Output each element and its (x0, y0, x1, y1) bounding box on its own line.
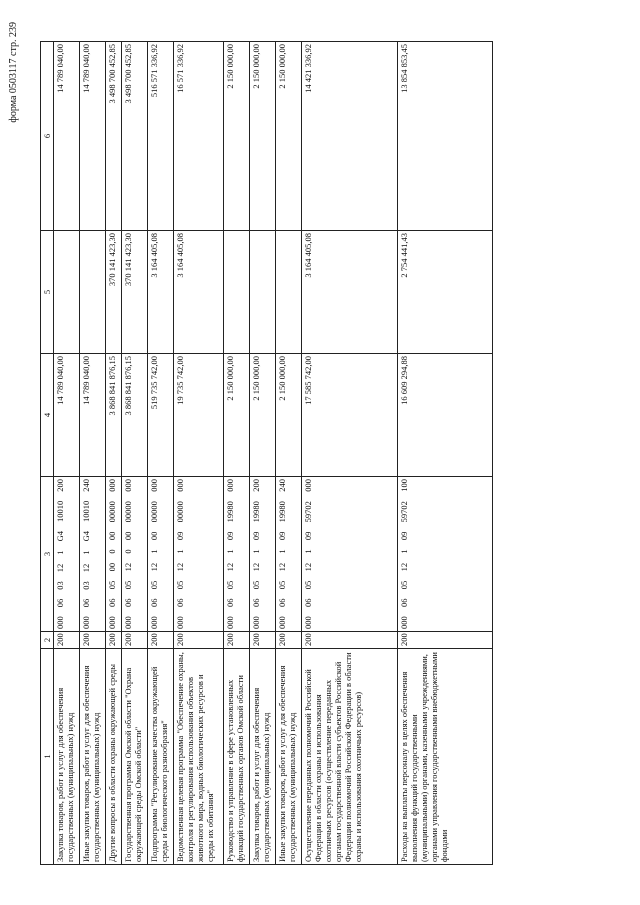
unexecuted-amount: 2 150 000,00 (224, 42, 250, 231)
approved-amount: 3 868 841 876,15 (106, 354, 122, 477)
line-code: 200 (122, 632, 148, 649)
col-header-3: 3 (41, 477, 54, 632)
row-name: Подпрограмма "Регулирование качества окружающей среды и биологического разнообразия" (148, 649, 174, 865)
executed-amount (276, 231, 302, 354)
col-header-1: 1 (41, 649, 54, 865)
approved-amount: 519 735 742,00 (148, 354, 174, 477)
table-row (398, 42, 493, 865)
unexecuted-amount: 3 498 700 452,85 (106, 42, 122, 231)
executed-amount: 2 754 441,43 (398, 231, 493, 354)
approved-amount: 2 150 000,00 (224, 354, 250, 477)
line-code: 200 (80, 632, 106, 649)
unexecuted-amount: 13 854 853,45 (398, 42, 493, 231)
approved-amount: 14 789 040,00 (54, 354, 80, 477)
table-row (302, 42, 398, 865)
line-code: 200 (106, 632, 122, 649)
line-code: 200 (148, 632, 174, 649)
table-row (250, 42, 276, 865)
table-row (54, 42, 80, 865)
unexecuted-amount: 14 789 040,00 (54, 42, 80, 231)
budget-code: 000 06 05 12 1 09 19980 200 (250, 477, 276, 632)
line-code: 200 (398, 632, 493, 649)
row-name: Закупка товаров, работ и услуг для обеспечения государственных (муниципальных) нужд (54, 649, 80, 865)
unexecuted-amount: 3 498 700 452,85 (122, 42, 148, 231)
row-name: Другие вопросы в области охраны окружающей среды (106, 649, 122, 865)
row-name: Государственная программа Омской области "Охрана окружающей среды Омской области" (122, 649, 148, 865)
col-header-2: 2 (41, 632, 54, 649)
row-name: Осуществление переданных полномочий Российской Федерации в области охраны и использования охотничьих ресурсов (осуществление переданных органам государственной власти субъектов Российской Федерации полномочий Российской Федерации в области охраны и использования охотничьих ресурсов) (302, 649, 398, 865)
unexecuted-amount: 2 150 000,00 (276, 42, 302, 231)
line-code: 200 (302, 632, 398, 649)
row-name: Расходы на выплаты персоналу в целях обеспечения выполнения функций государственными (муниципальными) органами, казенными учреждениями, органами управления государственными внебюджетными фондами (398, 649, 493, 865)
col-header-5: 5 (41, 231, 54, 354)
budget-code: 000 06 05 12 1 09 59702 100 (398, 477, 493, 632)
unexecuted-amount: 14 421 336,92 (302, 42, 398, 231)
approved-amount: 2 150 000,00 (250, 354, 276, 477)
table-row (148, 42, 174, 865)
col-header-6: 6 (41, 42, 54, 231)
executed-amount: 3 164 405,08 (148, 231, 174, 354)
line-code: 200 (276, 632, 302, 649)
column-number-row (41, 42, 54, 865)
report-table (40, 41, 493, 865)
row-name: Иные закупки товаров, работ и услуг для обеспечения государственных (муниципальных) нужд (80, 649, 106, 865)
table-row (174, 42, 224, 865)
line-code: 200 (54, 632, 80, 649)
executed-amount (80, 231, 106, 354)
budget-code: 000 06 03 12 1 G4 10010 240 (80, 477, 106, 632)
executed-amount (224, 231, 250, 354)
executed-amount: 370 141 423,30 (106, 231, 122, 354)
line-code: 200 (174, 632, 224, 649)
approved-amount: 17 585 742,00 (302, 354, 398, 477)
col-header-4: 4 (41, 354, 54, 477)
executed-amount: 3 164 405,08 (174, 231, 224, 354)
budget-code: 000 06 03 12 1 G4 10010 200 (54, 477, 80, 632)
approved-amount: 16 609 294,88 (398, 354, 493, 477)
unexecuted-amount: 14 789 040,00 (80, 42, 106, 231)
row-name: Ведомственная целевая программа "Обеспечение охраны, контроля и регулирования использования объектов животного мира, водных биологических ресурсов и среды их обитания" (174, 649, 224, 865)
form-page-label: форма 0503117 стр. 239 (8, 22, 19, 123)
approved-amount: 2 150 000,00 (276, 354, 302, 477)
unexecuted-amount: 2 150 000,00 (250, 42, 276, 231)
table-row (80, 42, 106, 865)
approved-amount: 3 868 841 876,15 (122, 354, 148, 477)
table-row (276, 42, 302, 865)
budget-code: 000 06 05 12 1 09 00000 000 (174, 477, 224, 632)
unexecuted-amount: 516 571 336,92 (148, 42, 174, 231)
row-name: Иные закупки товаров, работ и услуг для обеспечения государственных (муниципальных) нужд (276, 649, 302, 865)
budget-code: 000 06 05 12 1 09 19980 240 (276, 477, 302, 632)
budget-code: 000 06 05 12 1 09 59702 000 (302, 477, 398, 632)
budget-code: 000 06 05 12 1 09 19980 000 (224, 477, 250, 632)
executed-amount: 3 164 405,08 (302, 231, 398, 354)
line-code: 200 (224, 632, 250, 649)
row-name: Руководство и управление в сфере установленных функций государственных органов Омской области (224, 649, 250, 865)
unexecuted-amount: 16 571 336,92 (174, 42, 224, 231)
table-row (122, 42, 148, 865)
executed-amount: 370 141 423,30 (122, 231, 148, 354)
approved-amount: 19 735 742,00 (174, 354, 224, 477)
budget-code: 000 06 05 12 1 00 00000 000 (148, 477, 174, 632)
line-code: 200 (250, 632, 276, 649)
row-name: Закупка товаров, работ и услуг для обеспечения государственных (муниципальных) нужд (250, 649, 276, 865)
budget-code: 000 06 05 12 0 00 00000 000 (122, 477, 148, 632)
table-row (106, 42, 122, 865)
table-row (224, 42, 250, 865)
approved-amount: 14 789 040,00 (80, 354, 106, 477)
executed-amount (250, 231, 276, 354)
executed-amount (54, 231, 80, 354)
budget-code: 000 06 05 00 0 00 00000 000 (106, 477, 122, 632)
